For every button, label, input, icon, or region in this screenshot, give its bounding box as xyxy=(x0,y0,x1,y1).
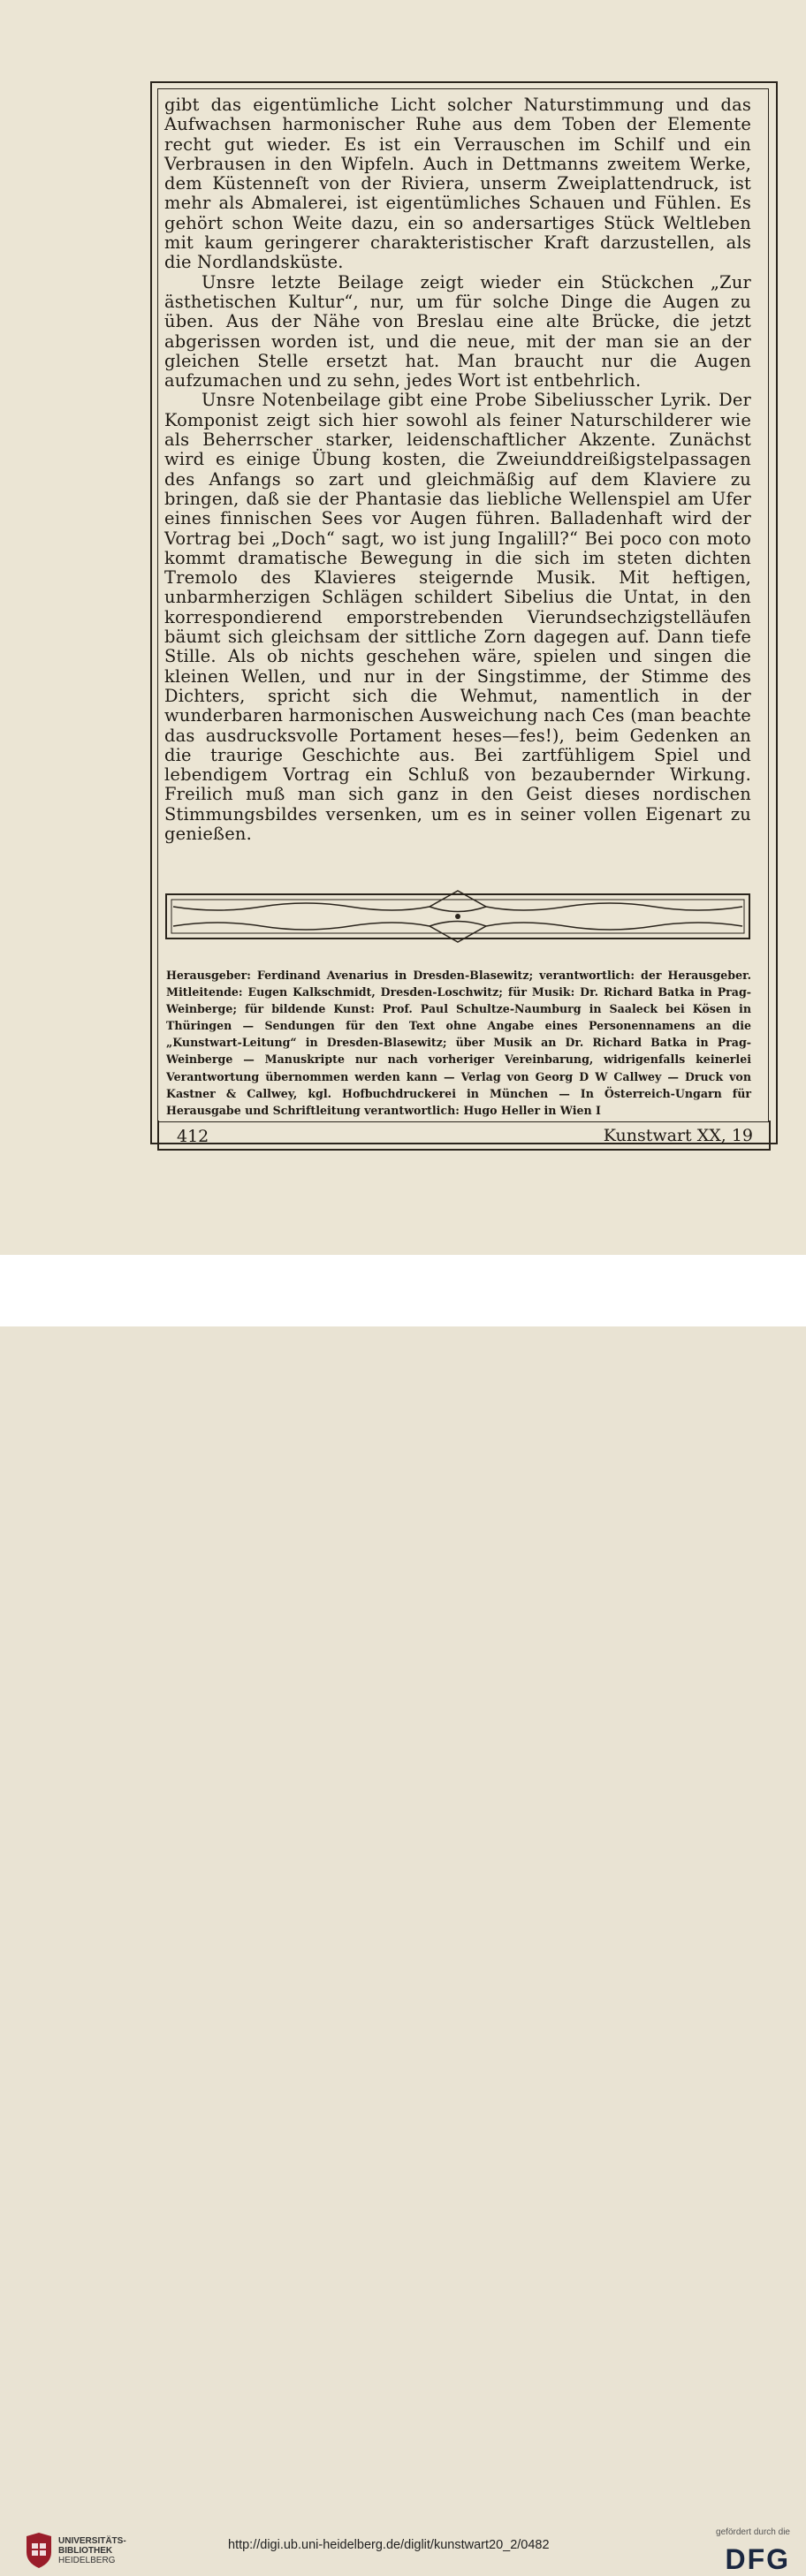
paragraph: gibt das eigentümliche Licht solcher Naturstimmung und das Aufwachsen harmonischer Ruhe aus dem Toben der Elemente recht gut wieder. Es ist ein Verrauschen im Schilf und ein Verbrausen in den Wipfeln. Auch in Dettmanns zweitem Werke, dem Küstenneſt von der Riviera, unserm Zweiplattendruck, ist mehr als Abmalerei, ist eigentümliches Schauen und Fühlen. Es gehört schon Weite dazu, ein so andersartiges Stück Weltleben mit kaum geringerer charakteristischer Kraft darzustellen, als die Nordlandsküste. xyxy=(164,95,751,273)
paragraph: Unsre letzte Beilage zeigt wieder ein Stückchen „Zur ästhetischen Kultur“, nur, um für solche Dinge die Augen zu üben. Aus der Nähe von Breslau eine alte Brücke, die jetzt abgerissen worden ist, und die neue, mit der man sie an der gleichen Stelle ersetzt hat. Man braucht nur die Augen aufzumachen und zu sehn, jedes Wort ist entbehrlich. xyxy=(164,271,751,391)
library-name-line: UNIVERSITÄTS- xyxy=(58,2536,126,2546)
page-number: 412 xyxy=(177,1127,209,1146)
digitization-footer xyxy=(0,1255,806,2575)
dfg-logo: DFG xyxy=(725,2543,790,2575)
sponsor-text: gefördert durch die xyxy=(716,2527,790,2537)
library-name-line: BIBLIOTHEK xyxy=(58,2546,113,2556)
library-name-line: HEIDELBERG xyxy=(58,2556,116,2565)
university-seal-icon xyxy=(23,2533,55,2568)
ornament-divider xyxy=(164,887,751,946)
paragraph: Unsre Notenbeilage gibt eine Probe Sibeliusscher Lyrik. Der Komponist zeigt sich hier sowohl als feiner Naturschilderer wie als Beherrscher starker, leidenschaftlicher Akzente. Zunächst wird es einige Übung kosten, die Zweiunddreißigstelpassagen des Anfangs so zart und gleichmäßig auf dem Klaviere zu bringen, daß sie der Phantasie das liebliche Wellenspiel am Ufer eines finnischen Sees vor Augen führen. Balladenhaft wird der Vortrag bei „Doch“ sagt, wo ist jung Ingalill?“ Bei poco con moto kommt dramatische Bewegung in die sich im steten dichten Tremolo des Klavieres steigernde Musik. Mit heftigen, unbarmherzigen Schlägen schildert Sibelius die Untat, in den korrespondierend emporstrebenden Vierundsechzigstelläufen bäumt sich gleichsam der sittliche Zorn dagegen auf. Dann tiefe Stille. Als ob nichts geschehen wäre, spielen und singen die kleinen Wellen, und nur in der Singstimme, der Stimme des Dichters, spricht sich die Wehmut, namentlich in der wunderbaren harmonischen Ausweichung nach Ces (man beachte das ausdrucksvolle Portament heses—fes!), beim Gedenken an die traurige Geschichte aus. Bei zartfühligem Spiel und lebendigem Vortrag ein Schluß von bezaubernder Wirkung. Freilich muß man sich ganz in den Geist dieses nordischen Stimmungsbildes versenken, um es in seiner vollen Eigenart zu genießen. xyxy=(164,390,751,844)
library-name xyxy=(58,2536,126,2565)
body-text xyxy=(164,95,751,844)
source-url-link[interactable]: http://digi.ub.uni-heidelberg.de/diglit/kunstwart20_2/0482 xyxy=(228,2538,550,2552)
running-title: Kunstwart XX, 19 xyxy=(603,1126,753,1145)
impressum: Herausgeber: Ferdinand Avenarius in Dresden-Blasewitz; verantwortlich: der Herausgeber. Mitleitende: Eugen Kalkschmidt, Dresden-Loschwitz; für Musik: Dr. Richard Batka in Prag-Weinberge; für bildende Kunst: Prof. Paul Schultze-Naumburg in Saaleck bei Kösen in Thüringen — Sendungen für den Text ohne Angabe eines Personennamens an die „Kunstwart-Leitung“ in Dresden-Blasewitz; über Musik an Dr. Richard Batka in Prag-Weinberge — Manuskripte nur nach vorheriger Vereinbarung, widrigenfalls keinerlei Verantwortung übernommen werden kann — Verlag von Georg D W Callwey — Druck von Kastner & Callwey, kgl. Hofbuchdruckerei in München — In Österreich-Ungarn für Herausgabe und Schriftleitung verantwortlich: Hugo Heller in Wien I xyxy=(166,969,751,1117)
